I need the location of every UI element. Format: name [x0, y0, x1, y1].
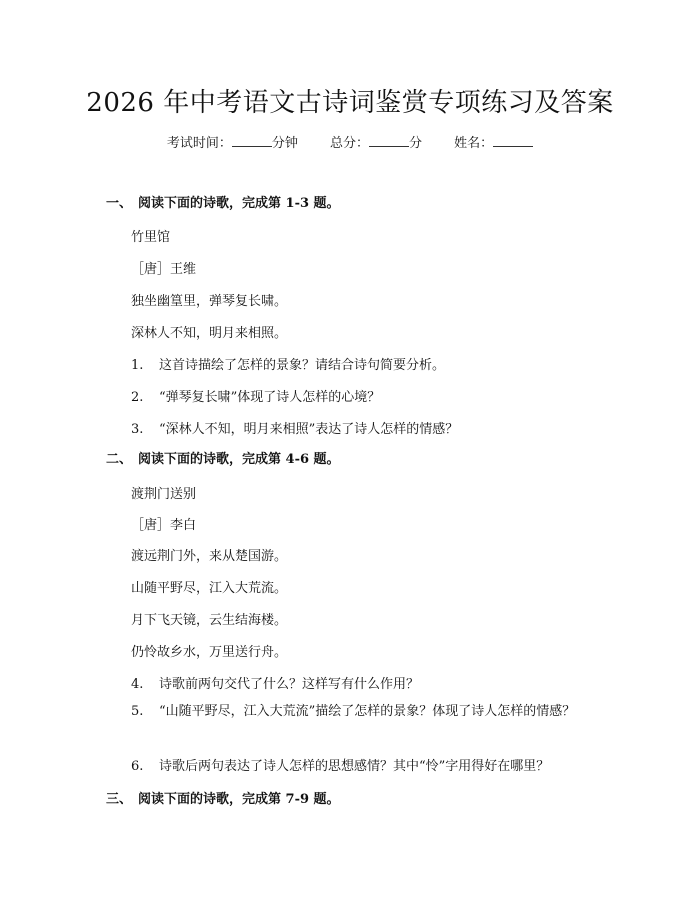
question	[131, 755, 549, 774]
poem-line: 深林人不知，明月来相照。	[131, 326, 288, 341]
question-text: 诗歌后两句表达了诗人怎样的思想感情？其中“怜”字用得好在哪里？	[159, 759, 550, 774]
poem-title: 竹里馆	[131, 230, 171, 245]
question-text: 诗歌前两句交代了什么？这样写有什么作用？	[159, 677, 420, 692]
section-number: 二、	[106, 452, 133, 467]
poem-line: 渡远荆门外，来从楚国游。	[131, 549, 288, 564]
question-text: “山随平野尽，江入大荒流”描绘了怎样的景象？体现了诗人怎样的情感？	[159, 704, 576, 719]
section-instruction: 阅读下面的诗歌，完成第 1-3 题。	[138, 196, 340, 211]
total-score	[330, 136, 422, 151]
exam-info-row	[0, 132, 700, 151]
question	[131, 673, 419, 692]
section-heading	[106, 192, 340, 211]
page-title: 2026 年中考语文古诗词鉴赏专项练习及答案	[86, 88, 614, 118]
question-number: 2.	[131, 390, 144, 405]
total-score-label: 总分：	[329, 136, 369, 151]
exam-time-label: 考试时间：	[166, 136, 232, 151]
poem-line: 独坐幽篁里，弹琴复长啸。	[131, 294, 288, 309]
exam-time-blank	[232, 134, 272, 147]
question-text: “深林人不知，明月来相照”表达了诗人怎样的情感？	[159, 422, 459, 437]
total-score-blank	[369, 134, 409, 147]
poem-title: 渡荆门送别	[131, 487, 197, 502]
question	[131, 354, 445, 373]
exam-time	[167, 136, 298, 151]
poem-author: ［唐］王维	[131, 262, 197, 277]
question	[131, 386, 380, 405]
student-name-blank	[493, 134, 533, 147]
section-number: 一、	[106, 196, 133, 211]
poem-line: 月下飞天镜，云生结海楼。	[131, 613, 288, 628]
question-text: 这首诗描绘了怎样的景象？请结合诗句简要分析。	[159, 358, 446, 373]
question-number: 6.	[131, 759, 144, 774]
question-text: “弹琴复长啸”体现了诗人怎样的心境？	[159, 390, 381, 405]
section-number: 三、	[106, 792, 133, 807]
question	[104, 701, 594, 722]
question-number: 5.	[131, 704, 144, 719]
student-name-label: 姓名：	[454, 136, 494, 151]
section-instruction: 阅读下面的诗歌，完成第 4-6 题。	[138, 452, 340, 467]
question-number: 1.	[131, 358, 144, 373]
section-heading	[106, 448, 340, 467]
section-heading	[106, 788, 340, 807]
section-instruction: 阅读下面的诗歌，完成第 7-9 题。	[138, 792, 340, 807]
poem-author: ［唐］李白	[131, 518, 197, 533]
poem-line: 仍怜故乡水，万里送行舟。	[131, 645, 288, 660]
total-score-unit: 分	[409, 136, 423, 151]
student-name	[454, 136, 533, 151]
exam-time-unit: 分钟	[271, 136, 298, 151]
question-number: 4.	[131, 677, 144, 692]
poem-line: 山随平野尽，江入大荒流。	[131, 581, 288, 596]
question	[131, 418, 458, 437]
question-number: 3.	[131, 422, 144, 437]
